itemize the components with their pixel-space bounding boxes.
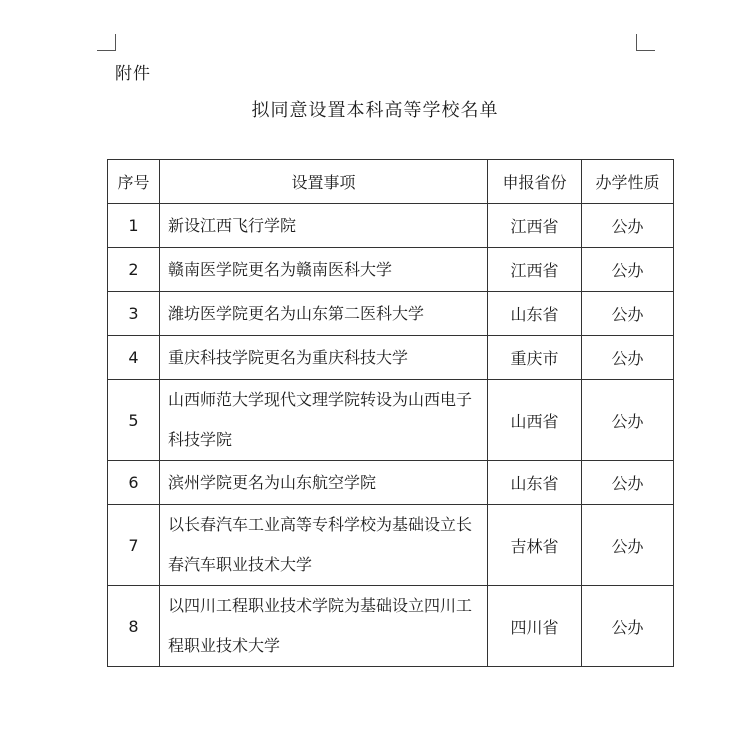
cell-no: 5: [108, 380, 160, 461]
cell-no: 2: [108, 248, 160, 292]
table-row: [108, 248, 674, 292]
page-corner-mark-right: [636, 34, 655, 51]
header-matter: 设置事项: [160, 160, 488, 204]
cell-province: 吉林省: [488, 505, 582, 586]
cell-type: 公办: [582, 292, 674, 336]
cell-no: 8: [108, 586, 160, 667]
table-row: [108, 292, 674, 336]
cell-province: 重庆市: [488, 336, 582, 380]
header-no: 序号: [108, 160, 160, 204]
cell-no: 6: [108, 461, 160, 505]
cell-type: 公办: [582, 586, 674, 667]
header-type: 办学性质: [582, 160, 674, 204]
table-header-row: [108, 160, 674, 204]
attachment-label: 附件: [115, 64, 151, 84]
cell-province: 江西省: [488, 248, 582, 292]
table-row: [108, 380, 674, 461]
cell-matter: 滨州学院更名为山东航空学院: [160, 461, 488, 505]
cell-no: 1: [108, 204, 160, 248]
cell-type: 公办: [582, 248, 674, 292]
cell-province: 江西省: [488, 204, 582, 248]
cell-type: 公办: [582, 336, 674, 380]
table-row: [108, 505, 674, 586]
page-corner-mark-left: [97, 34, 116, 51]
table-row: [108, 461, 674, 505]
cell-no: 7: [108, 505, 160, 586]
cell-province: 四川省: [488, 586, 582, 667]
cell-province: 山西省: [488, 380, 582, 461]
cell-no: 3: [108, 292, 160, 336]
cell-matter: 赣南医学院更名为赣南医科大学: [160, 248, 488, 292]
cell-type: 公办: [582, 505, 674, 586]
cell-matter: 山西师范大学现代文理学院转设为山西电子科技学院: [160, 380, 488, 461]
table-row: [108, 586, 674, 667]
cell-matter: 以四川工程职业技术学院为基础设立四川工程职业技术大学: [160, 586, 488, 667]
cell-province: 山东省: [488, 292, 582, 336]
cell-province: 山东省: [488, 461, 582, 505]
table-row: [108, 336, 674, 380]
document-title: 拟同意设置本科高等学校名单: [251, 100, 499, 121]
cell-type: 公办: [582, 380, 674, 461]
cell-matter: 重庆科技学院更名为重庆科技大学: [160, 336, 488, 380]
cell-no: 4: [108, 336, 160, 380]
header-province: 申报省份: [488, 160, 582, 204]
table-row: [108, 204, 674, 248]
cell-matter: 以长春汽车工业高等专科学校为基础设立长春汽车职业技术大学: [160, 505, 488, 586]
school-list-table: [107, 159, 674, 667]
cell-matter: 新设江西飞行学院: [160, 204, 488, 248]
cell-type: 公办: [582, 461, 674, 505]
cell-type: 公办: [582, 204, 674, 248]
cell-matter: 潍坊医学院更名为山东第二医科大学: [160, 292, 488, 336]
